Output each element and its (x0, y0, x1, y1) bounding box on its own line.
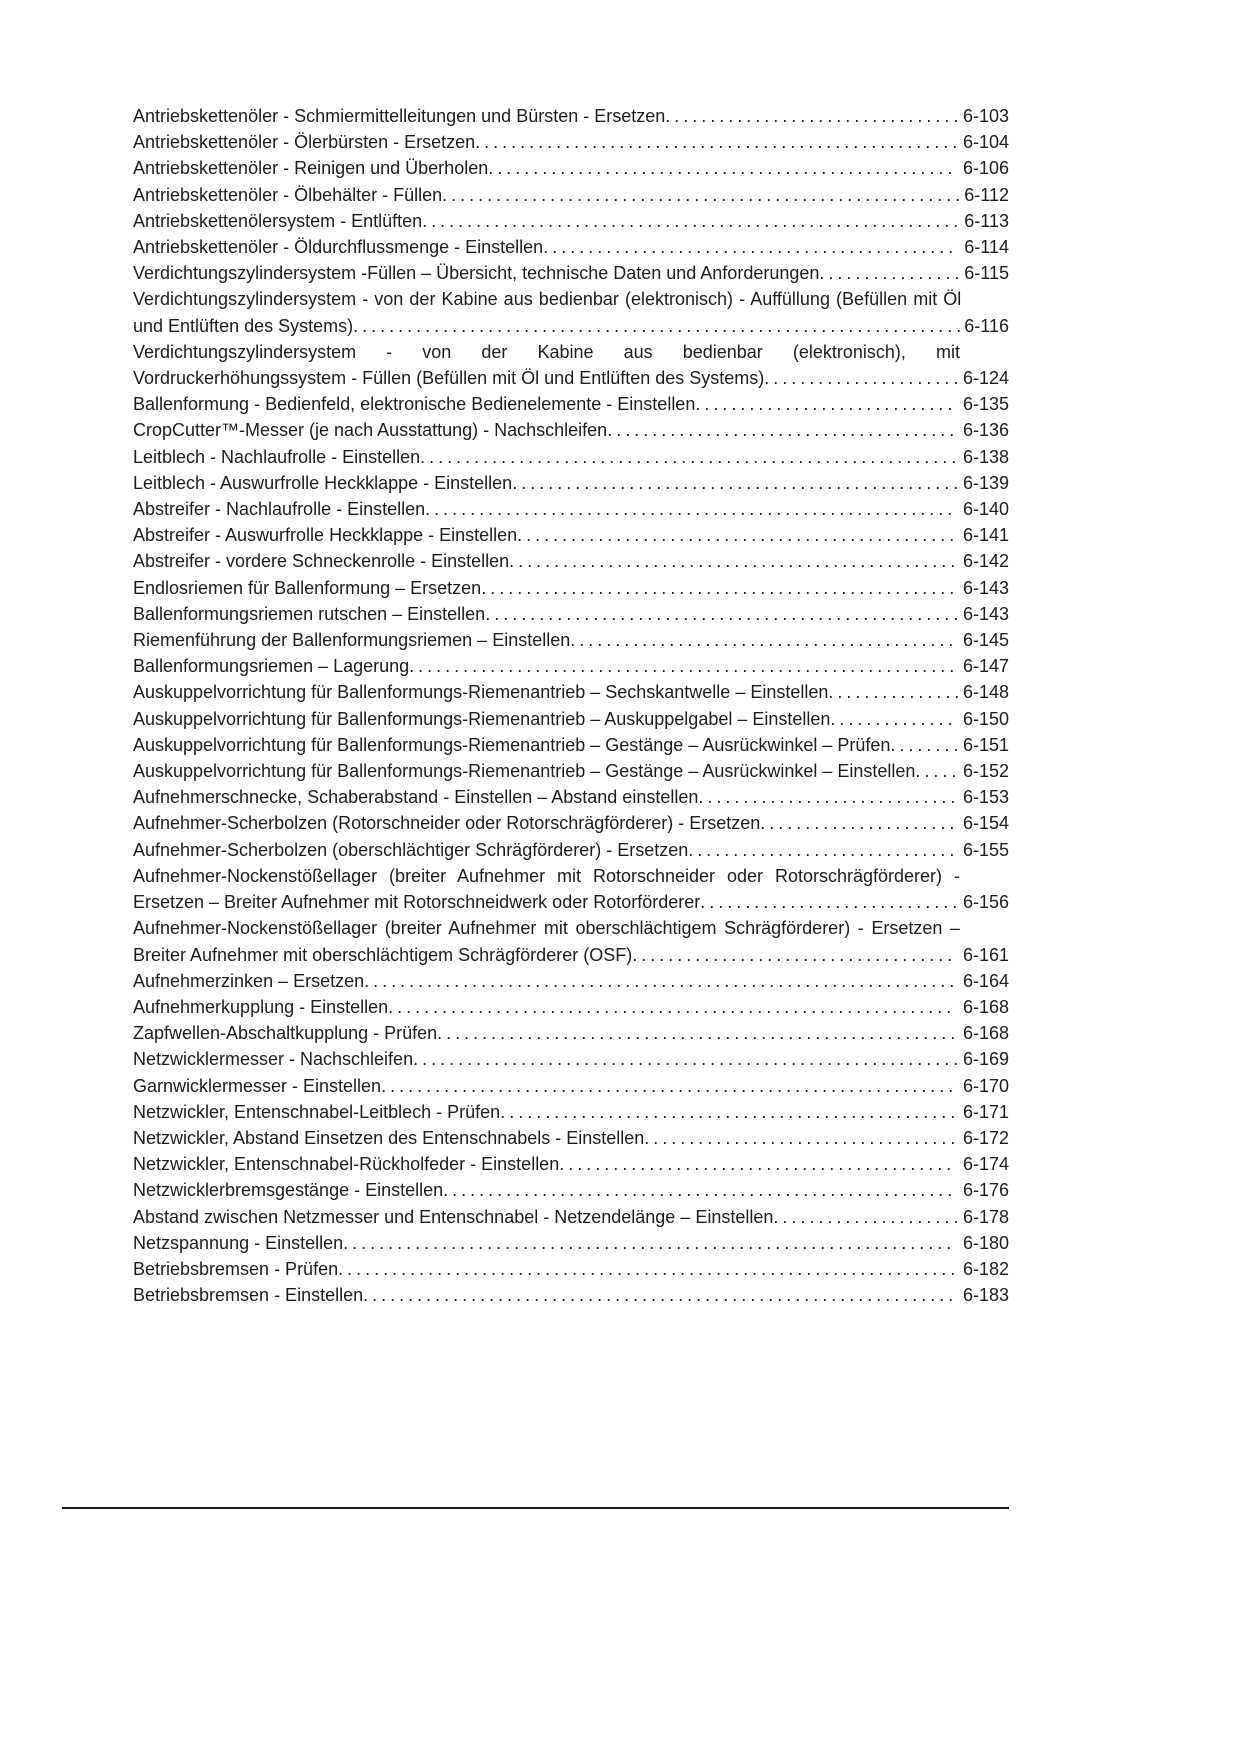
toc-leader-dots: . . . . . . . . . . . . . . (830, 708, 953, 729)
toc-leader-dots: . . . . . . . . . . . . . . . . . . . . . . . . . . . . . . . . . . . . . . . . . . . . . . . . . . . . . . . . . . . . (422, 210, 959, 231)
toc-entry[interactable] (133, 208, 1009, 234)
toc-leader-dots: . . . . . . . . . . . . . . . . . . . . . . . . . . . . . . . . . (665, 106, 959, 126)
toc-page-number: 6-183 (962, 1285, 1009, 1306)
toc-entry[interactable] (133, 339, 1009, 391)
toc-entry-title: Aufnehmerkupplung - Einstellen (133, 996, 389, 1017)
toc-entry-title: Netzwicklerbremsgestänge - Einstellen (133, 1180, 444, 1201)
toc-entry-text (133, 286, 961, 338)
toc-entry-title: Betriebsbremsen - Prüfen (133, 1258, 339, 1279)
toc-page-number: 6-161 (962, 944, 1009, 965)
toc-entry-title: Ballenformung - Bedienfeld, elektronische Bedienelemente - Einstellen (133, 394, 696, 415)
toc-entry-text (133, 968, 960, 994)
toc-entry[interactable] (133, 548, 1009, 574)
toc-leader-dots: . . . . . . . . . . . . . . . . . . . . . . . . . . . . . (698, 787, 956, 808)
toc-entry-title: Betriebsbremsen - Einstellen (133, 1285, 364, 1306)
toc-leader-dots: . . . . . . . . . . . . . . . . . . . . . . (760, 813, 955, 834)
toc-page-number: 6-113 (964, 210, 1009, 231)
toc-page-number: 6-124 (962, 368, 1009, 389)
toc-entry[interactable] (133, 1046, 1009, 1072)
toc-leader-dots: . . . . . (915, 761, 957, 782)
toc-page-number: 6-153 (962, 787, 1009, 808)
toc-page-number: 6-143 (962, 603, 1009, 624)
toc-page-number: 6-176 (962, 1180, 1009, 1201)
toc-page-number: 6-142 (962, 551, 1009, 572)
toc-entry-text (133, 706, 960, 732)
toc-page-number: 6-135 (962, 394, 1009, 415)
toc-leader-dots: . . . . . . . . . . . . . . . . . . . . . . . . . . . . . . . . . . . . . . . . . . . . . . . . . . . . . . . . . . (442, 184, 961, 205)
toc-page-number: 6-104 (962, 132, 1009, 153)
toc-entry-text (133, 182, 961, 208)
toc-entry-title: Auskuppelvorrichtung für Ballenformungs-Riemenantrieb – Auskuppelgabel – Einstellen (133, 708, 831, 729)
toc-page-number: 6-152 (962, 761, 1009, 782)
toc-entry-text (133, 260, 961, 286)
toc-entry[interactable] (133, 1204, 1009, 1230)
toc-entry-text (133, 732, 960, 758)
toc-entry-title: Netzwicklermesser - Nachschleifen (133, 1049, 414, 1070)
toc-entry[interactable] (133, 155, 1009, 181)
toc-entry-text (133, 496, 960, 522)
toc-page-number: 6-172 (962, 1127, 1009, 1148)
toc-leader-dots: . . . . . . . . . . . . . . . . . . . . . . . . . . . . . . . . . . . . . . . . . . . . . . . . . . . . . (485, 603, 959, 624)
toc-leader-dots: . . . . . . . . . . . . . . . . . . . . . . . . . . . . . . . . . . . . . . . . . . . . . . . . . . . . . . . . . . . . . (409, 656, 955, 677)
toc-entry[interactable] (133, 1099, 1009, 1125)
toc-leader-dots: . . . . . . . . . . . . . . . . . . . . . . . . . . . . . . . . . . . . . . . . . . . . . . . . . . . . . . . . . (443, 1180, 953, 1201)
toc-leader-dots: . . . . . . . . . . . . . . . . . . . . . . . . . . . . . . . . . . . . (632, 944, 953, 965)
toc-leader-dots: . . . . . . . . . . . . . . . . . . . . . . . . . . . . . (695, 394, 953, 415)
toc-leader-dots: . . . . . . . . (890, 734, 959, 755)
toc-page-number: 6-168 (962, 1023, 1009, 1044)
toc-page-number: 6-148 (962, 682, 1009, 703)
toc-page-number: 6-151 (962, 734, 1009, 755)
toc-entry[interactable] (133, 260, 1009, 286)
toc-entry-text (133, 1046, 960, 1072)
toc-entry-text (133, 155, 960, 181)
toc-entry-title: Netzwickler, Abstand Einsetzen des Entenschnabels - Einstellen (133, 1127, 645, 1148)
toc-entry-title: Zapfwellen-Abschaltkupplung - Prüfen (133, 1023, 438, 1044)
toc-entry-text (133, 1125, 960, 1151)
toc-entry-text (133, 1151, 960, 1177)
toc-entry-title: Netzspannung - Einstellen (133, 1232, 344, 1253)
toc-leader-dots: . . . . . . . . . . . . . . . . . . . . . . . . . . . . . . . . . . . . . . . . . . . . . . . . . . . . . . . . . . . . . . . (388, 996, 952, 1017)
toc-entry[interactable] (133, 1151, 1009, 1177)
toc-entry[interactable] (133, 129, 1009, 155)
toc-entry-title: Abstreifer - vordere Schneckenrolle - Einstellen (133, 551, 510, 572)
toc-page-number: 6-180 (962, 1232, 1009, 1253)
toc-page-number: 6-155 (962, 839, 1009, 860)
toc-entry-title: Aufnehmerschnecke, Schaberabstand - Einstellen – Abstand einstellen (133, 787, 699, 808)
toc-leader-dots: . . . . . . . . . . . . . . . . (819, 263, 960, 284)
toc-entry-text (133, 810, 960, 836)
toc-entry-text (133, 234, 961, 260)
toc-entry-text (133, 470, 960, 496)
toc-entry-title: Ballenformungsriemen – Lagerung (133, 656, 410, 677)
toc-entry-text (133, 522, 960, 548)
toc-page-number: 6-171 (962, 1101, 1009, 1122)
toc-page-number: 6-106 (962, 158, 1009, 179)
toc-entry[interactable] (133, 810, 1009, 836)
toc-page-number: 6-143 (962, 577, 1009, 598)
toc-entry[interactable] (133, 234, 1009, 260)
toc-entry-text (133, 1282, 960, 1308)
toc-entry[interactable] (133, 522, 1009, 548)
toc-page-number: 6-138 (962, 446, 1009, 467)
toc-entry-text (133, 837, 960, 863)
toc-entry-title: Ballenformungsriemen rutschen – Einstellen (133, 603, 486, 624)
toc-entry-text (133, 1256, 960, 1282)
toc-entry-text (133, 103, 960, 129)
toc-entry-title: Auskuppelvorrichtung für Ballenformungs-Riemenantrieb – Gestänge – Ausrückwinkel – Prüfen (133, 734, 891, 755)
toc-leader-dots: . . . . . . . . . . . . . . . . . . . . . . . . . . . . . . . . . . . . . . . . . . . . . . . . . . . . (488, 158, 953, 179)
toc-page-number: 6-145 (962, 630, 1009, 651)
toc-page-number: 6-170 (962, 1075, 1009, 1096)
toc-entry[interactable] (133, 470, 1009, 496)
toc-entry-text (133, 784, 960, 810)
toc-entry[interactable] (133, 444, 1009, 470)
toc-entry[interactable] (133, 182, 1009, 208)
toc-entry-text (133, 994, 960, 1020)
toc-page-number: 6-112 (964, 184, 1009, 205)
toc-entry-text (133, 444, 960, 470)
toc-leader-dots: . . . . . . . . . . . . . . . . . . . . . . . . . . . . . . . . . . . (644, 1127, 956, 1148)
toc-page-number: 6-115 (964, 263, 1009, 284)
toc-entry[interactable] (133, 915, 1009, 967)
toc-page-number: 6-169 (962, 1049, 1009, 1070)
toc-entry[interactable] (133, 653, 1009, 679)
toc-entry-title: Antriebskettenölersystem - Entlüften (133, 210, 423, 231)
toc-entry-title: Aufnehmer-Nockenstößellager (breiter Aufnehmer mit oberschlächtigem Schrägförderer) - Ersetzen – Breiter Aufnehmer mit oberschlächtigem Schrägförderer (OSF) (133, 918, 960, 965)
toc-page-number: 6-168 (962, 996, 1009, 1017)
toc-leader-dots: . . . . . . . . . . . . . . . . . . . . . . . . . . . . . . . . . . . . . . . . . . . . . . . . . . . . . . . . . . . . . . . . (381, 1075, 954, 1096)
toc-leader-dots: . . . . . . . . . . . . . . . (828, 682, 960, 703)
toc-leader-dots: . . . . . . . . . . . . . . . . . . . . . . . . . . . . . . . . . . . . . . . . . . . . . . . . . . . . . . . . . . . . . . . . . . . . (353, 315, 962, 336)
toc-entry[interactable] (133, 417, 1009, 443)
toc-entry[interactable] (133, 1073, 1009, 1099)
toc-leader-dots: . . . . . . . . . . . . . . . . . . . . . . . . . . . . . . . . . . . . . . . . . . . . . . . . . . . (500, 1101, 956, 1122)
toc-leader-dots: . . . . . . . . . . . . . . . . . . . . . (773, 1206, 959, 1227)
toc-entry-text (133, 653, 960, 679)
toc-entry[interactable] (133, 286, 1009, 338)
toc-entry-title: Garnwicklermesser - Einstellen (133, 1075, 382, 1096)
toc-page-number: 6-114 (964, 237, 1009, 258)
toc-page-number: 6-150 (962, 708, 1009, 729)
toc-entry-text (133, 679, 960, 705)
toc-leader-dots: . . . . . . . . . . . . . . . . . . . . . . . . . . . . . . . . . . . . . . . . . . . . . . (543, 237, 954, 258)
toc-entry-title: Leitblech - Nachlaufrolle - Einstellen (133, 446, 421, 467)
toc-page-number: 6-103 (962, 106, 1009, 126)
toc-entry[interactable] (133, 837, 1009, 863)
toc-entry-text (133, 391, 960, 417)
toc-entry-text (133, 1020, 960, 1046)
toc-entry-title: Netzwickler, Entenschnabel-Leitblech - Prüfen (133, 1101, 501, 1122)
toc-entry[interactable] (133, 391, 1009, 417)
toc-leader-dots: . . . . . . . . . . . . . . . . . . . . . . . . . . . . . (700, 892, 958, 913)
toc-entry-text (133, 915, 960, 967)
toc-entry-title: Antriebskettenöler - Ölbehälter - Füllen (133, 184, 443, 205)
toc-entry[interactable] (133, 103, 1009, 129)
toc-entry-title: CropCutter™-Messer (je nach Ausstattung) - Nachschleifen (133, 420, 608, 441)
toc-page-number: 6-178 (962, 1206, 1009, 1227)
toc-leader-dots: . . . . . . . . . . . . . . . . . . . . . . . . . . . . . . . . . . . . . . . . . . . . . . . . . . . . . . . . . . . . . (413, 1049, 959, 1070)
toc-page-number: 6-156 (962, 892, 1009, 913)
toc-entry[interactable] (133, 863, 1009, 915)
toc-entry-title: Verdichtungszylindersystem - von der Kabine aus bedienbar (elektronisch) - Auffüllung (Befüllen mit Öl und Entlüften des Systems) (133, 289, 962, 336)
toc-entry-title: Riemenführung der Ballenformungsriemen – Einstellen (133, 630, 571, 651)
toc-leader-dots: . . . . . . . . . . . . . . . . . . . . . . . . . . . . . . . . . . . . . . . . . . . . . . . . . . . . . . . . . . . . . . . . . . (363, 1285, 954, 1306)
toc-entry[interactable] (133, 1125, 1009, 1151)
toc-entry-title: Antriebskettenöler - Schmiermittelleitungen und Bürsten - Ersetzen (133, 106, 666, 126)
toc-entry-title: Aufnehmer-Scherbolzen (Rotorschneider oder Rotorschrägförderer) - Ersetzen (133, 813, 761, 834)
toc-entry-title: Aufnehmerzinken – Ersetzen (133, 970, 365, 991)
footer-rule (62, 1507, 1009, 1509)
toc-entry-text (133, 129, 960, 155)
toc-entry-title: Endlosriemen für Ballenformung – Ersetzen (133, 577, 482, 598)
toc-page-number: 6-140 (962, 499, 1009, 520)
toc-entry-text (133, 863, 960, 915)
toc-entry-text (133, 1099, 960, 1125)
toc-entry[interactable] (133, 732, 1009, 758)
toc-entry-text (133, 575, 960, 601)
toc-page-number: 6-154 (962, 813, 1009, 834)
toc-page-number: 6-174 (962, 1154, 1009, 1175)
toc-entry-title: Antriebskettenöler - Reinigen und Überholen (133, 158, 489, 179)
toc-entry[interactable] (133, 1020, 1009, 1046)
toc-entry-text (133, 417, 960, 443)
toc-entry[interactable] (133, 784, 1009, 810)
toc-entry[interactable] (133, 1230, 1009, 1256)
toc-entry-title: Abstand zwischen Netzmesser und Entenschnabel - Netzendelänge – Einstellen (133, 1206, 774, 1227)
toc-list (133, 103, 1009, 1308)
toc-leader-dots: . . . . . . . . . . . . . . . . . . . . . . . . . . . . . . . . . . . . . . . . . . . . . . . . . . . . . . . . . . . . . . . . . . . . (343, 1232, 952, 1253)
toc-entry[interactable] (133, 1256, 1009, 1282)
toc-entry[interactable] (133, 1282, 1009, 1308)
toc-leader-dots: . . . . . . . . . . . . . . . . . . . . . . . . . . . . . . . . . . . . . . . . . . . . (559, 1154, 952, 1175)
toc-entry-title: Verdichtungszylindersystem - von der Kabine aus bedienbar (elektronisch), mit Vordruckerhöhungssystem - Füllen (Befüllen mit Öl und Entlüften des Systems) (133, 341, 960, 389)
toc-leader-dots: . . . . . . . . . . . . . . . . . . . . . . . . . . . . . . . . . . . . . . . . . . . . . . . . . . (509, 551, 956, 572)
toc-page-number: 6-164 (962, 970, 1009, 991)
toc-entry[interactable] (133, 627, 1009, 653)
toc-leader-dots: . . . . . . . . . . . . . . . . . . . . . . . . . . . . . . . . . . . . . . . (607, 420, 955, 441)
toc-entry-title: Netzwickler, Entenschnabel-Rückholfeder - Einstellen (133, 1154, 560, 1175)
toc-entry[interactable] (133, 758, 1009, 784)
toc-entry-title: Leitblech - Auswurfrolle Heckklappe - Einstellen (133, 472, 513, 493)
toc-leader-dots: . . . . . . . . . . . . . . . . . . . . . . . . . . . . . . . . . . . . . . . . . . . (570, 630, 954, 651)
toc-page-number: 6-182 (962, 1258, 1009, 1279)
toc-entry-title: Abstreifer - Nachlaufrolle - Einstellen (133, 499, 426, 520)
toc-entry-text (133, 208, 961, 234)
toc-leader-dots: . . . . . . . . . . . . . . . . . . . . . . . . . . . . . . (688, 839, 955, 860)
toc-leader-dots: . . . . . . . . . . . . . . . . . . . . . . . . . . . . . . . . . . . . . . . . . . . . . . . . . . . . . . . . . . . (425, 499, 953, 520)
toc-entry-text (133, 548, 960, 574)
toc-page-number: 6-141 (962, 525, 1009, 546)
toc-entry-title: Antriebskettenöler - Öldurchflussmenge - Einstellen (133, 237, 544, 258)
toc-leader-dots: . . . . . . . . . . . . . . . . . . . . . . (764, 368, 959, 389)
toc-entry-title: Aufnehmer-Scherbolzen (oberschlächtiger Schrägförderer) - Ersetzen (133, 839, 689, 860)
toc-entry[interactable] (133, 968, 1009, 994)
toc-entry-text (133, 1177, 960, 1203)
toc-page-number: 6-116 (964, 315, 1009, 336)
toc-leader-dots: . . . . . . . . . . . . . . . . . . . . . . . . . . . . . . . . . . . . . . . . . . . . . . . . . . (512, 472, 959, 493)
toc-leader-dots: . . . . . . . . . . . . . . . . . . . . . . . . . . . . . . . . . . . . . . . . . . . . . . . . . . . . . . . . . . . . . . . . . . . . . (338, 1258, 956, 1279)
toc-page-number: 6-136 (962, 420, 1009, 441)
toc-entry-title: Verdichtungszylindersystem -Füllen – Übersicht, technische Daten und Anforderungen (133, 263, 820, 284)
toc-page-number: 6-139 (962, 472, 1009, 493)
toc-entry[interactable] (133, 496, 1009, 522)
toc-leader-dots: . . . . . . . . . . . . . . . . . . . . . . . . . . . . . . . . . . . . . . . . . . . . . . . . . . . . . (481, 577, 955, 598)
toc-entry[interactable] (133, 601, 1009, 627)
toc-entry-title: Auskuppelvorrichtung für Ballenformungs-Riemenantrieb – Gestänge – Ausrückwinkel – Einstellen (133, 761, 916, 782)
toc-entry-text (133, 758, 960, 784)
toc-leader-dots: . . . . . . . . . . . . . . . . . . . . . . . . . . . . . . . . . . . . . . . . . . . . . . . . . (517, 525, 955, 546)
toc-entry-text (133, 1073, 960, 1099)
toc-entry[interactable] (133, 575, 1009, 601)
toc-entry-text (133, 627, 960, 653)
toc-entry-title: Aufnehmer-Nockenstößellager (breiter Aufnehmer mit Rotorschneider oder Rotorschrägförderer) - Ersetzen – Breiter Aufnehmer mit Rotorschneidwerk oder Rotorförderer (133, 865, 960, 913)
toc-entry-text (133, 1230, 960, 1256)
toc-entry[interactable] (133, 706, 1009, 732)
toc-entry[interactable] (133, 1177, 1009, 1203)
toc-page-number: 6-147 (962, 656, 1009, 677)
toc-entry-text (133, 1204, 960, 1230)
toc-entry-title: Auskuppelvorrichtung für Ballenformungs-Riemenantrieb – Sechskantwelle – Einstellen (133, 682, 829, 703)
toc-entry-text (133, 601, 960, 627)
toc-leader-dots: . . . . . . . . . . . . . . . . . . . . . . . . . . . . . . . . . . . . . . . . . . . . . . . . . . . . . . . . . . . . . . . . . . (364, 970, 955, 991)
toc-entry-text (133, 339, 960, 391)
toc-entry[interactable] (133, 679, 1009, 705)
toc-entry[interactable] (133, 994, 1009, 1020)
toc-leader-dots: . . . . . . . . . . . . . . . . . . . . . . . . . . . . . . . . . . . . . . . . . . . . . . . . . . . . . . . . . . (437, 1023, 956, 1044)
toc-leader-dots: . . . . . . . . . . . . . . . . . . . . . . . . . . . . . . . . . . . . . . . . . . . . . . . . . . . . . . (475, 132, 958, 153)
toc-entry-title: Antriebskettenöler - Ölerbürsten - Ersetzen (133, 132, 476, 153)
toc-entry-title: Abstreifer - Auswurfrolle Heckklappe - Einstellen (133, 525, 518, 546)
toc-leader-dots: . . . . . . . . . . . . . . . . . . . . . . . . . . . . . . . . . . . . . . . . . . . . . . . . . . . . . . . . . . . . (420, 446, 957, 467)
